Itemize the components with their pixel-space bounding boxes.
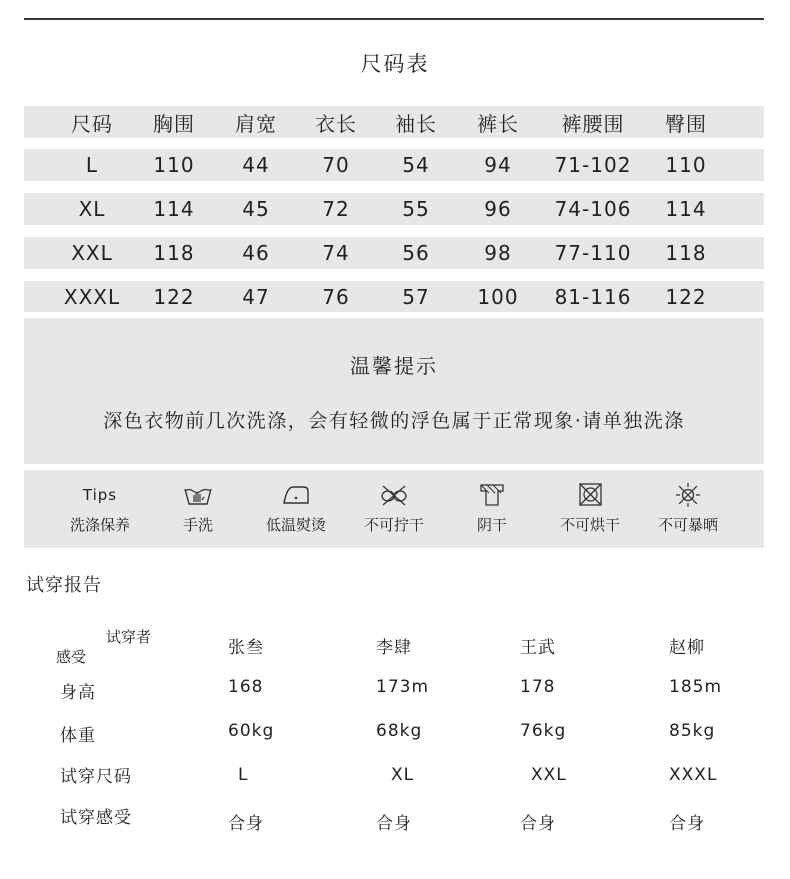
size-cell: 118 <box>153 241 195 265</box>
trial-row-label: 试穿感受 <box>60 808 132 828</box>
size-cell: 122 <box>153 284 195 309</box>
size-cell: 55 <box>402 197 430 221</box>
trial-value: 185m <box>669 677 723 697</box>
trial-value: XL <box>391 765 415 785</box>
trial-value: XXL <box>531 765 567 785</box>
size-cell: 100 <box>477 284 519 309</box>
care-item-no-wring <box>344 470 444 548</box>
tester-name: 张叁 <box>228 638 264 658</box>
size-table-row <box>24 281 764 312</box>
size-cell: 81-116 <box>554 284 632 309</box>
trial-value: 合身 <box>669 814 705 834</box>
size-cell: 47 <box>242 284 270 309</box>
care-label: 不可拧干 <box>363 516 424 534</box>
tips-title: 温馨提示 <box>350 354 438 378</box>
care-item-shade-dry <box>442 470 542 548</box>
size-cell: 45 <box>242 197 270 221</box>
trial-value: 76kg <box>520 721 567 741</box>
care-heading-top: Tips <box>82 486 118 504</box>
size-cell: XL <box>78 197 106 221</box>
tester-name: 王武 <box>520 638 556 658</box>
size-table-row <box>24 237 764 269</box>
no-tumble-dry-icon <box>575 482 605 508</box>
size-cell: 76 <box>322 284 350 309</box>
size-cell: 118 <box>665 241 707 265</box>
size-cell: 54 <box>402 153 430 177</box>
size-cell: 57 <box>402 284 430 309</box>
size-cell: 74-106 <box>554 197 632 221</box>
header-cell: 裤腰围 <box>561 111 625 136</box>
care-label: 低温熨烫 <box>265 516 326 534</box>
tester-name: 赵柳 <box>669 638 705 658</box>
care-label: 不可烘干 <box>559 516 620 534</box>
size-cell: 114 <box>153 197 195 221</box>
header-cell: 衣长 <box>315 111 357 136</box>
size-cell: 96 <box>484 197 512 221</box>
size-table-row <box>24 149 764 181</box>
care-item-hand-wash <box>148 470 248 548</box>
size-table-row <box>24 193 764 225</box>
size-cell: XXXL <box>63 284 121 309</box>
size-cell: 98 <box>484 241 512 265</box>
trial-row-label: 体重 <box>60 726 96 746</box>
trial-value: 合身 <box>228 814 264 834</box>
low-iron-icon <box>281 482 311 508</box>
size-cell: 122 <box>665 284 707 309</box>
size-chart-title: 尺码表 <box>360 52 430 76</box>
top-divider <box>24 18 764 20</box>
size-cell: XXL <box>71 241 113 265</box>
trial-value: 合身 <box>520 814 556 834</box>
trial-value: 168 <box>228 677 264 697</box>
header-cell: 臀围 <box>665 111 707 136</box>
header-cell: 袖长 <box>395 111 437 136</box>
trial-value: 合身 <box>376 814 412 834</box>
size-cell: L <box>85 153 99 177</box>
care-item-low-iron <box>246 470 346 548</box>
size-cell: 46 <box>242 241 270 265</box>
hand-wash-icon <box>183 482 213 508</box>
size-cell: 56 <box>402 241 430 265</box>
care-label: 手洗 <box>182 516 213 534</box>
size-table-header <box>24 106 764 138</box>
size-cell: 74 <box>322 241 350 265</box>
header-cell: 尺码 <box>71 111 113 136</box>
trial-value: L <box>238 765 249 785</box>
trial-report-title: 试穿报告 <box>26 575 102 596</box>
tips-panel <box>24 318 764 464</box>
trial-value: 60kg <box>228 721 275 741</box>
trial-value: 68kg <box>376 721 423 741</box>
trial-row-label: 身高 <box>60 683 96 703</box>
care-item-no-sun <box>638 470 738 548</box>
size-cell: 70 <box>322 153 350 177</box>
size-cell: 114 <box>665 197 707 221</box>
tester-name: 李肆 <box>376 638 412 658</box>
size-cell: 110 <box>665 153 707 177</box>
trial-value: 173m <box>376 677 430 697</box>
header-cell: 裤长 <box>477 111 519 136</box>
care-label: 阴干 <box>476 516 507 534</box>
trial-value: 85kg <box>669 721 716 741</box>
size-cell: 44 <box>242 153 270 177</box>
care-panel <box>24 470 764 548</box>
header-cell: 胸围 <box>153 111 195 136</box>
trial-value: 178 <box>520 677 556 697</box>
no-sun-icon <box>673 482 703 508</box>
trial-value: XXXL <box>669 765 718 785</box>
tips-text: 深色衣物前几次洗涤，会有轻微的浮色属于正常现象·请单独洗涤 <box>103 410 685 432</box>
size-cell: 110 <box>153 153 195 177</box>
shade-dry-icon <box>477 482 507 508</box>
care-item-no-tumble-dry <box>540 470 640 548</box>
trial-row-label: 试穿尺码 <box>60 767 132 787</box>
size-cell: 77-110 <box>554 241 632 265</box>
no-wring-icon <box>379 482 409 508</box>
size-cell: 71-102 <box>554 153 632 177</box>
size-cell: 72 <box>322 197 350 221</box>
care-label: 不可暴晒 <box>657 516 718 534</box>
care-heading <box>50 470 150 548</box>
corner-label-feeling: 感受 <box>56 648 87 666</box>
corner-label-tester: 试穿者 <box>106 628 152 646</box>
header-cell: 肩宽 <box>235 111 277 136</box>
size-cell: 94 <box>484 153 512 177</box>
care-heading-bottom: 洗涤保养 <box>69 516 130 534</box>
